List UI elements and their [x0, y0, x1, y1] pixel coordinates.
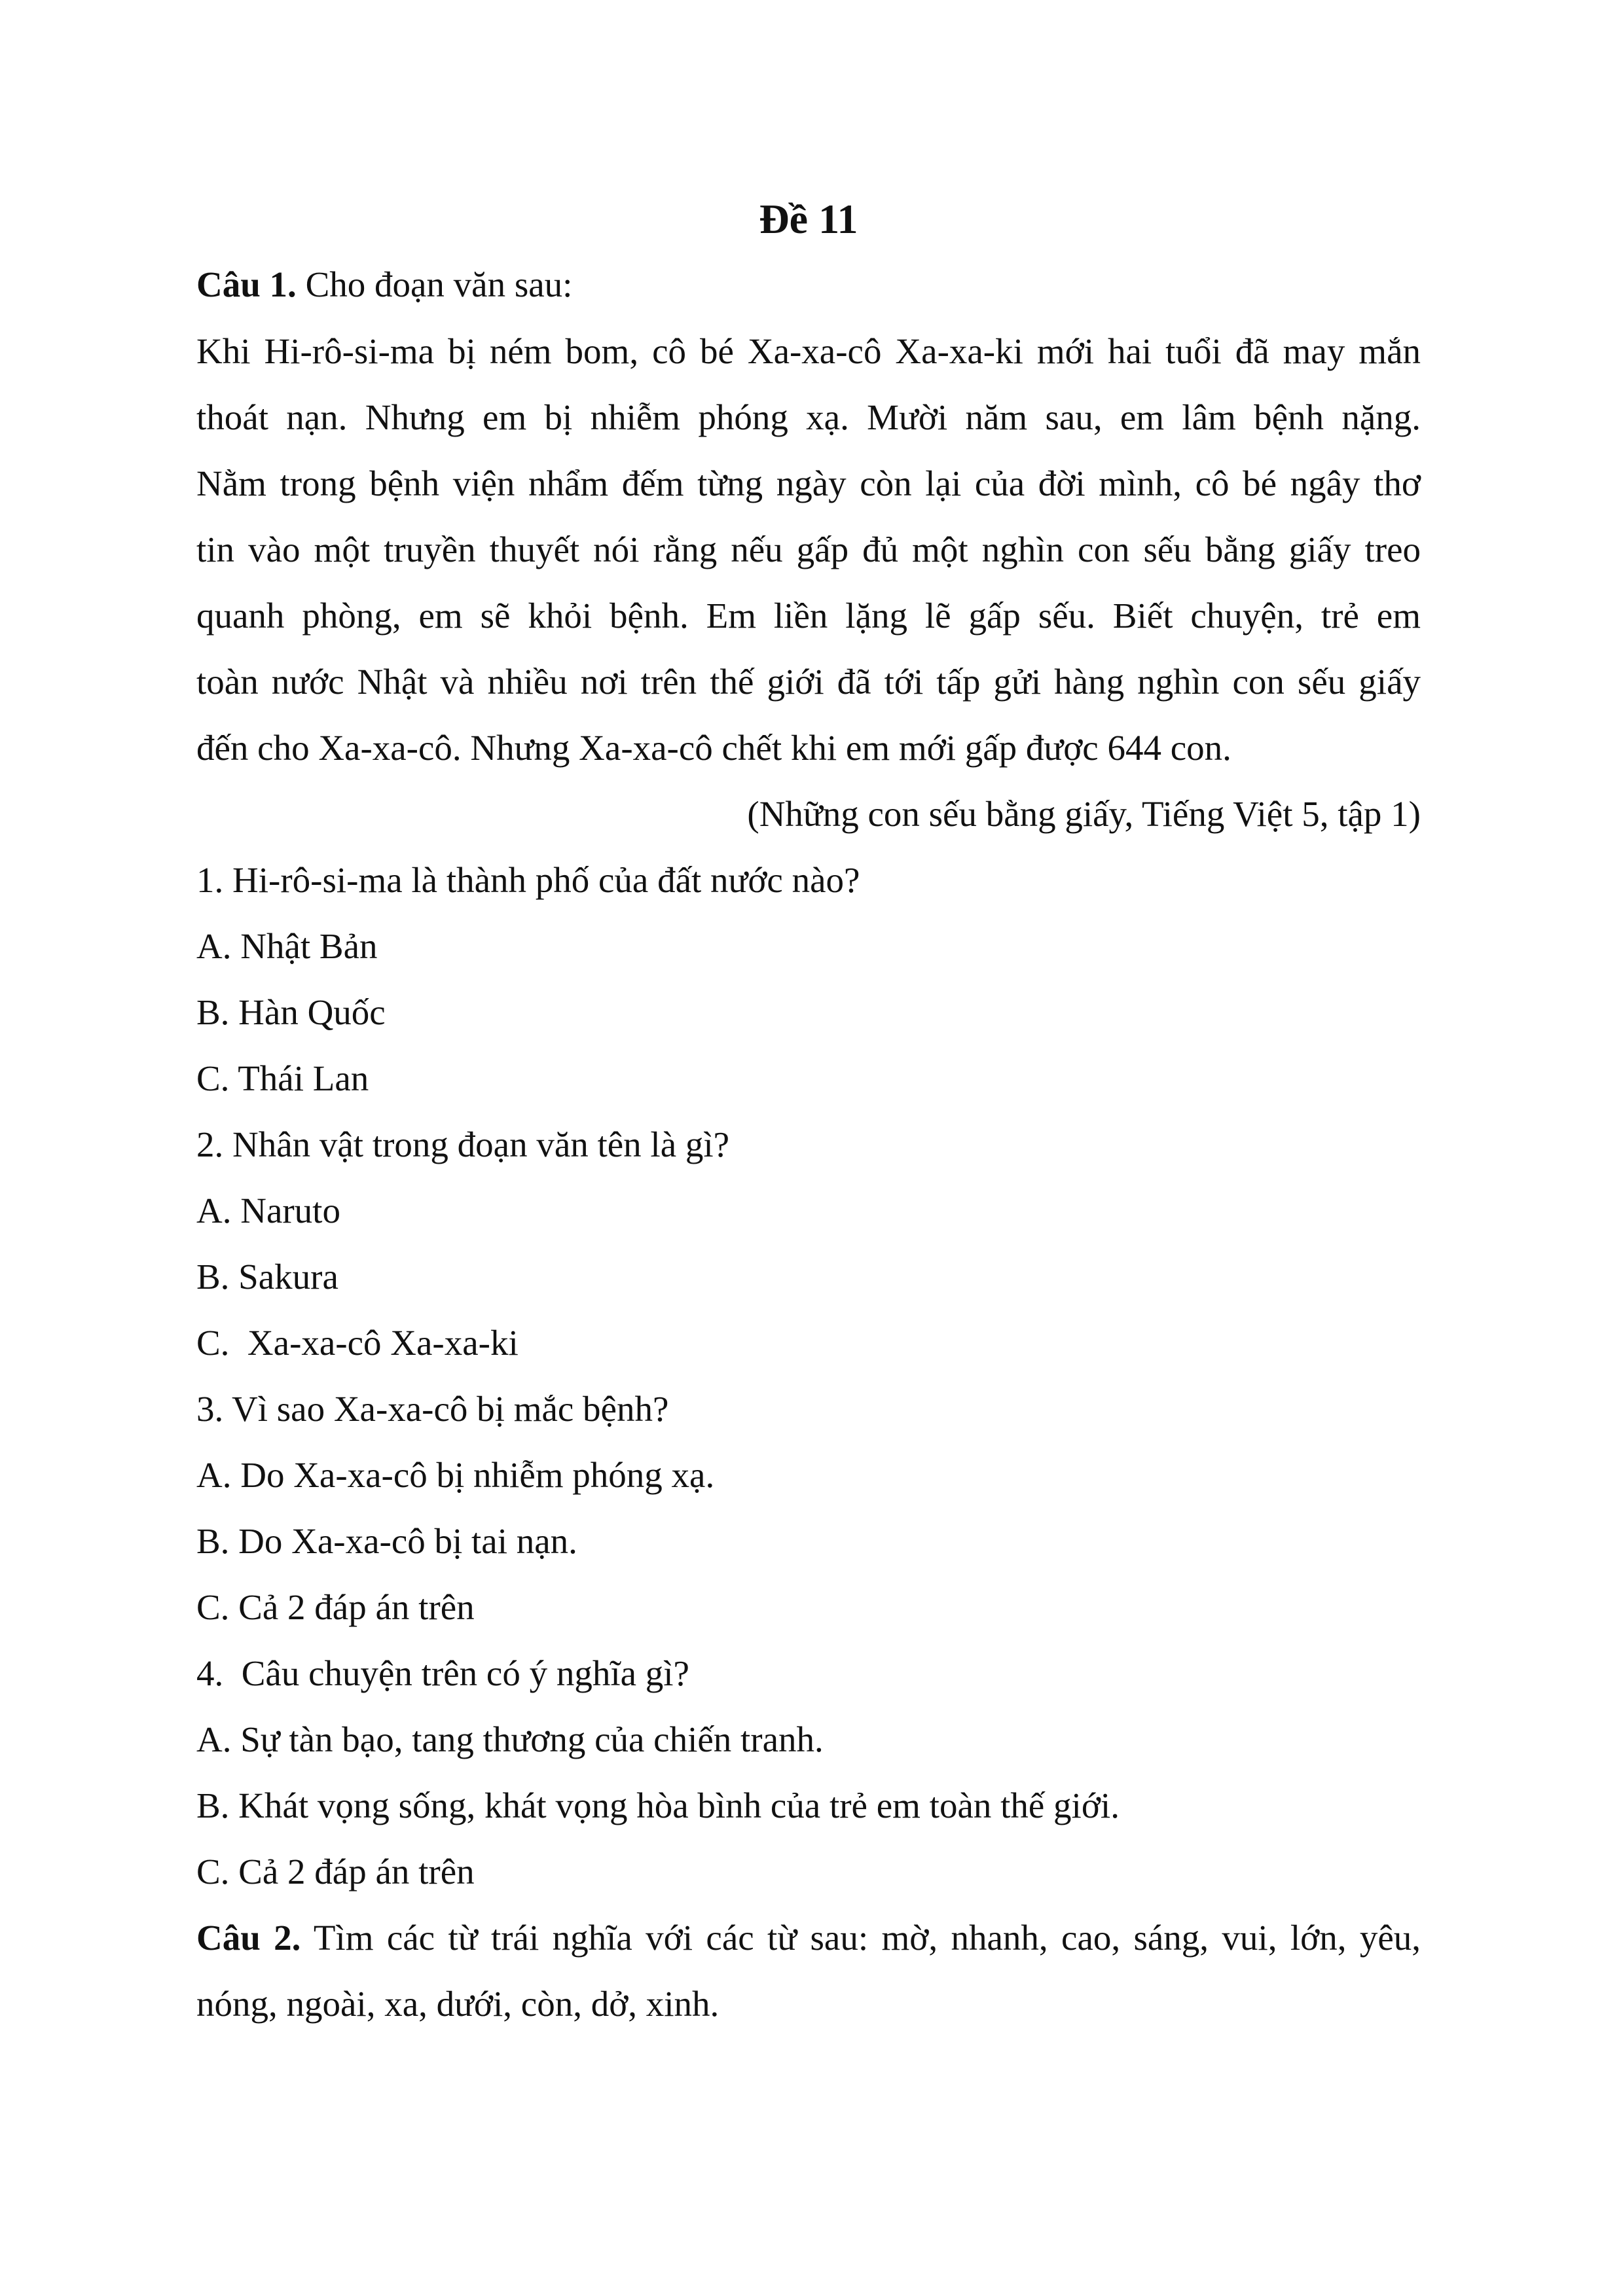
- question-1-intro: Cho đoạn văn sau:: [296, 264, 573, 304]
- question-2-line-1: Tìm các từ trái nghĩa với các từ sau: mờ, nhanh, cao, sáng, vui, lớn, yêu,: [301, 1918, 1421, 1958]
- question-2-text: [196, 1912, 1421, 1964]
- question-1-heading: [196, 259, 1421, 311]
- passage-source: (Những con sếu bằng giấy, Tiếng Việt 5, tập 1): [747, 794, 1421, 834]
- question-text: 2. Nhân vật trong đoạn văn tên là gì?: [196, 1124, 730, 1164]
- page-title: Đề 11: [759, 196, 858, 242]
- question-text: 1. Hi-rô-si-ma là thành phố của đất nước nào?: [196, 860, 860, 900]
- passage-line: quanh phòng, em sẽ khỏi bệnh. Em liền lặng lẽ gấp sếu. Biết chuyện, trẻ em: [196, 596, 1421, 636]
- passage-line: thoát nạn. Nhưng em bị nhiễm phóng xạ. Mười năm sau, em lâm bệnh nặng.: [196, 397, 1421, 437]
- passage-line: toàn nước Nhật và nhiều nơi trên thế giới đã tới tấp gửi hàng nghìn con sếu giấy: [196, 662, 1421, 702]
- answer-option: B. Hàn Quốc: [196, 992, 386, 1032]
- answer-option: A. Naruto: [196, 1191, 340, 1230]
- question-2-label: Câu 2.: [196, 1918, 301, 1958]
- answer-option: B. Khát vọng sống, khát vọng hòa bình của trẻ em toàn thế giới.: [196, 1785, 1120, 1825]
- question-2-line-2: nóng, ngoài, xa, dưới, còn, dở, xinh.: [196, 1984, 720, 2024]
- answer-option: C. Xa-xa-cô Xa-xa-ki: [196, 1323, 519, 1363]
- question-1-label: Câu 1.: [196, 264, 297, 304]
- answer-option: C. Cả 2 đáp án trên: [196, 1852, 475, 1892]
- passage-line: tin vào một truyền thuyết nói rằng nếu gấp đủ một nghìn con sếu bằng giấy treo: [196, 529, 1421, 569]
- answer-option: A. Do Xa-xa-cô bị nhiễm phóng xạ.: [196, 1455, 715, 1495]
- answer-option: A. Sự tàn bạo, tang thương của chiến tranh.: [196, 1719, 824, 1759]
- answer-option: C. Thái Lan: [196, 1058, 369, 1098]
- question-text: 3. Vì sao Xa-xa-cô bị mắc bệnh?: [196, 1389, 669, 1429]
- answer-option: B. Sakura: [196, 1257, 338, 1297]
- answer-option: B. Do Xa-xa-cô bị tai nạn.: [196, 1521, 577, 1561]
- passage-line: đến cho Xa-xa-cô. Nhưng Xa-xa-cô chết khi em mới gấp được 644 con.: [196, 728, 1231, 768]
- answer-option: C. Cả 2 đáp án trên: [196, 1587, 475, 1627]
- answer-option: A. Nhật Bản: [196, 926, 378, 966]
- passage-line: Khi Hi-rô-si-ma bị ném bom, cô bé Xa-xa-cô Xa-xa-ki mới hai tuổi đã may mắn: [196, 331, 1421, 371]
- passage-line: Nằm trong bệnh viện nhẩm đếm từng ngày còn lại của đời mình, cô bé ngây thơ: [196, 463, 1421, 503]
- question-text: 4. Câu chuyện trên có ý nghĩa gì?: [196, 1653, 689, 1693]
